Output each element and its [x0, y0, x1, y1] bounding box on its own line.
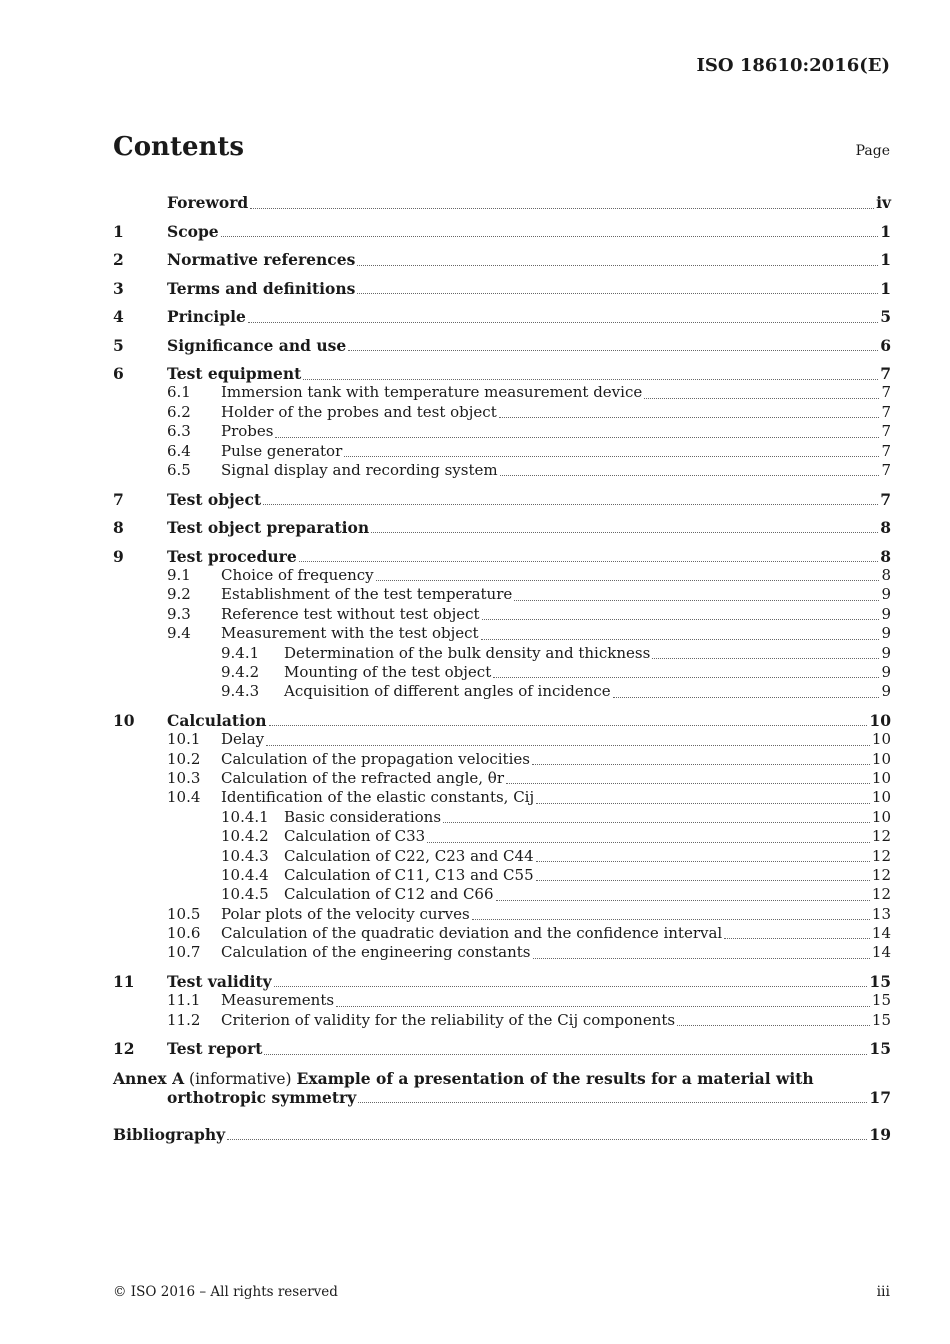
page-column-label: Page: [855, 143, 890, 159]
toc-entry-number: 6: [113, 364, 124, 384]
toc-entry-number: 9.4: [167, 624, 191, 643]
leader-dots: [269, 724, 868, 726]
toc-entry-title: Measurement with the test object: [221, 624, 479, 643]
toc-entry-number: 10: [113, 710, 135, 730]
leader-dots: [376, 579, 880, 581]
document-id: ISO 18610:2016(E): [696, 55, 890, 76]
toc-entry-page: 10: [871, 768, 891, 787]
leader-dots: [532, 763, 870, 765]
toc-entry-number: 6.5: [167, 461, 191, 480]
copyright-notice: © ISO 2016 – All rights reserved: [113, 1284, 338, 1300]
toc-entry-number: 6.4: [167, 441, 191, 460]
toc-entry-page: 12: [871, 827, 891, 846]
toc-entry-page: 1: [880, 278, 891, 298]
toc-entry[interactable]: [113, 827, 891, 846]
leader-dots: [644, 397, 879, 399]
page-title: Contents: [113, 132, 245, 162]
toc-entry[interactable]: [113, 213, 891, 242]
toc-entry-number: 11.2: [167, 1010, 201, 1029]
toc-entry-page: 13: [871, 904, 891, 923]
toc-entry[interactable]: [113, 585, 891, 604]
toc-entry-title: Immersion tank with temperature measurement device: [221, 383, 643, 402]
toc-entry-number: 10.4: [167, 788, 201, 807]
leader-dots: [496, 899, 870, 901]
toc-entry-number: 3: [113, 278, 124, 298]
toc-entry-page: 7: [880, 364, 891, 384]
annex-label: Annex A: [113, 1068, 185, 1088]
toc-entry-title: Scope: [167, 221, 219, 241]
toc-entry-page: 7: [880, 489, 891, 509]
toc-entry-page: 15: [869, 1039, 891, 1059]
toc-entry[interactable]: [113, 730, 891, 749]
toc-entry-title: Acquisition of different angles of incidence: [284, 682, 611, 701]
leader-dots: [536, 879, 870, 881]
toc-entry-title: Calculation of C11, C13 and C55: [284, 865, 534, 884]
toc-entry-number: 9.4.3: [221, 682, 260, 701]
toc-entry-title: Determination of the bulk density and thickness: [284, 643, 651, 662]
toc-entry-page: 15: [869, 971, 891, 991]
leader-dots: [264, 1053, 867, 1055]
leader-dots: [348, 349, 878, 351]
leader-dots: [248, 321, 878, 323]
toc-entry-page: 7: [881, 383, 891, 402]
toc-entry-page: 15: [871, 1010, 891, 1029]
toc-entry-page: 10: [871, 730, 891, 749]
toc-entry[interactable]: [113, 644, 891, 663]
toc-entry-number: 9.3: [167, 604, 191, 623]
toc-entry-title: Calculation of the engineering constants: [221, 943, 531, 962]
toc-entry-number: 12: [113, 1039, 135, 1059]
toc-entry[interactable]: [113, 537, 891, 566]
toc-entry-page: 7: [881, 461, 891, 480]
toc-entry-page: 9: [881, 643, 891, 662]
toc-entry-number: 9.4.2: [221, 662, 260, 681]
toc-entry-number: 2: [113, 250, 124, 270]
toc-entry[interactable]: [113, 442, 891, 461]
toc-entry-title: Calculation of C22, C23 and C44: [284, 846, 534, 865]
leader-dots: [724, 937, 870, 939]
toc-entry[interactable]: [113, 241, 891, 270]
page-number: iii: [876, 1284, 890, 1300]
toc-entry-number: 10.4.3: [221, 846, 269, 865]
toc-entry-page: 6: [880, 335, 891, 355]
annex-title-line2: orthotropic symmetry: [167, 1087, 357, 1107]
toc-entry-title: Polar plots of the velocity curves: [221, 904, 470, 923]
toc-entry[interactable]: [113, 788, 891, 807]
toc-entry[interactable]: [113, 808, 891, 827]
toc-entry-page: 9: [881, 624, 891, 643]
toc-entry-page: 15: [871, 991, 891, 1010]
toc-entry[interactable]: [113, 422, 891, 441]
toc-entry-title: Delay: [221, 730, 265, 749]
leader-dots: [613, 696, 880, 698]
toc-entry-title: Calculation of C12 and C66: [284, 885, 494, 904]
toc-entry-page: 9: [881, 662, 891, 681]
toc-entry[interactable]: [113, 270, 891, 299]
toc-entry-title: Calculation of C33: [284, 827, 426, 846]
leader-dots: [481, 638, 880, 640]
leader-dots: [482, 618, 880, 620]
leader-dots: [443, 821, 870, 823]
annex-page: 17: [869, 1087, 891, 1107]
toc-entry-number: 10.1: [167, 730, 201, 749]
toc-entry[interactable]: [113, 963, 891, 992]
toc-entry-page: 9: [881, 585, 891, 604]
bibliography-page: 19: [869, 1124, 891, 1144]
leader-dots: [250, 207, 874, 209]
toc-entry-number: 6.3: [167, 422, 191, 441]
toc-entry-page: 12: [871, 885, 891, 904]
leader-dots: [274, 985, 868, 987]
toc-entry-number: 10.6: [167, 924, 201, 943]
leader-dots: [371, 531, 878, 533]
toc-entry-title: Test report: [167, 1039, 263, 1059]
leader-dots: [472, 918, 870, 920]
leader-dots: [506, 782, 870, 784]
toc-entry[interactable]: [113, 384, 891, 403]
toc-entry-title: Principle: [167, 307, 246, 327]
toc-entry-number: 9: [113, 546, 124, 566]
leader-dots: [357, 264, 878, 266]
toc-entry[interactable]: [113, 866, 891, 885]
toc-entry[interactable]: [113, 663, 891, 682]
toc-entry-number: 1: [113, 221, 124, 241]
toc-entry-number: 9.2: [167, 585, 191, 604]
toc-entry-title: Normative references: [167, 250, 356, 270]
toc-entry-title: Significance and use: [167, 335, 347, 355]
toc-entry-title: Pulse generator: [221, 441, 343, 460]
toc-entry-title: Test equipment: [167, 364, 302, 384]
leader-dots: [263, 503, 878, 505]
toc-entry-title: Establishment of the test temperature: [221, 585, 513, 604]
toc-entry-title: Terms and definitions: [167, 278, 356, 298]
toc-entry-number: 11.1: [167, 991, 201, 1010]
toc-entry-page: 12: [871, 865, 891, 884]
leader-dots: [299, 560, 879, 562]
toc-entry[interactable]: [113, 184, 891, 213]
leader-dots: [427, 841, 870, 843]
toc-entry-number: 6.1: [167, 383, 191, 402]
toc-entry-number: 10.7: [167, 943, 201, 962]
bibliography-label: Bibliography: [113, 1124, 226, 1144]
toc-entry[interactable]: [113, 924, 891, 943]
toc-entry-number: 10.4.1: [221, 807, 269, 826]
leader-dots: [652, 657, 879, 659]
leader-dots: [500, 474, 880, 476]
toc-entry-page: 7: [881, 422, 891, 441]
toc-entry-number: 10.4.4: [221, 865, 269, 884]
toc-entry-page: 9: [881, 682, 891, 701]
toc-entry-page: 10: [871, 788, 891, 807]
toc-entry-number: 4: [113, 307, 124, 327]
toc-entry[interactable]: [113, 624, 891, 643]
toc-entry-page: 1: [880, 221, 891, 241]
toc-entry-page: 10: [871, 807, 891, 826]
leader-dots: [303, 378, 878, 380]
toc-entry[interactable]: [113, 885, 891, 904]
leader-dots: [493, 676, 879, 678]
leader-dots: [536, 860, 870, 862]
toc-entry-title: Holder of the probes and test object: [221, 402, 497, 421]
toc-entry[interactable]: [113, 750, 891, 769]
toc-entry-page: 8: [881, 565, 891, 584]
toc-entry-page: 9: [881, 604, 891, 623]
leader-dots: [536, 802, 870, 804]
toc-entry[interactable]: [113, 566, 891, 585]
toc-entry-page: 10: [871, 749, 891, 768]
toc-entry-title: Test procedure: [167, 546, 297, 566]
toc-entry-page: 12: [871, 846, 891, 865]
leader-dots: [499, 416, 880, 418]
toc-entry-page: 7: [881, 402, 891, 421]
toc-entry-page: 8: [880, 518, 891, 538]
toc-entry[interactable]: [113, 905, 891, 924]
toc-entry-page: 10: [869, 710, 891, 730]
toc-entry[interactable]: [113, 403, 891, 422]
toc-entry[interactable]: [113, 991, 891, 1010]
toc-entry-number: 11: [113, 971, 135, 991]
leader-dots: [533, 957, 870, 959]
toc-entry-page: 5: [880, 307, 891, 327]
toc-entry-title: Criterion of validity for the reliability of the Cij components: [221, 1010, 676, 1029]
leader-dots: [677, 1024, 870, 1026]
toc-entry-number: 10.3: [167, 768, 201, 787]
toc-entry[interactable]: [113, 943, 891, 962]
leader-dots: [336, 1005, 870, 1007]
toc-entry-page: 14: [871, 924, 891, 943]
leader-dots: [358, 1101, 867, 1103]
toc-entry[interactable]: [113, 769, 891, 788]
toc-entry[interactable]: [113, 461, 891, 480]
leader-dots: [275, 436, 879, 438]
toc-entry-title: Calculation of the propagation velocities: [221, 749, 530, 768]
toc-entry-number: 10.5: [167, 904, 201, 923]
toc-entry[interactable]: [113, 702, 891, 731]
toc-entry-number: 9.4.1: [221, 643, 260, 662]
toc-entry-title: Measurements: [221, 991, 335, 1010]
toc-entry-title: Mounting of the test object: [284, 662, 492, 681]
toc-entry-title: Basic considerations: [284, 807, 442, 826]
toc-entry-title: Test object: [167, 489, 262, 509]
toc-entry-title: Calculation of the quadratic deviation and the confidence interval: [221, 924, 723, 943]
toc-entry-title: Test validity: [167, 971, 272, 991]
table-of-contents: [113, 184, 891, 1144]
toc-entry[interactable]: [113, 298, 891, 327]
leader-dots: [221, 235, 879, 237]
toc-entry-number: 5: [113, 335, 124, 355]
leader-dots: [227, 1138, 867, 1140]
toc-entry-number: 10.4.2: [221, 827, 269, 846]
toc-entry[interactable]: [113, 847, 891, 866]
toc-entry-title: Test object preparation: [167, 518, 370, 538]
toc-entry-title: Calculation of the refracted angle, θr: [221, 768, 504, 787]
toc-annex-entry[interactable]: [113, 1059, 891, 1116]
toc-entry-title: Calculation: [167, 710, 267, 730]
leader-dots: [344, 455, 879, 457]
annex-title-line1: Example of a presentation of the results for a material with: [296, 1068, 814, 1088]
toc-entry-number: 6.2: [167, 402, 191, 421]
toc-entry-number: 10.4.5: [221, 885, 269, 904]
toc-entry-title: Probes: [221, 422, 274, 441]
leader-dots: [266, 744, 870, 746]
toc-entry-title: Signal display and recording system: [221, 461, 498, 480]
toc-entry-number: 7: [113, 489, 124, 509]
toc-entry-number: 10.2: [167, 749, 201, 768]
toc-entry-page: 8: [880, 546, 891, 566]
toc-entry-page: 7: [881, 441, 891, 460]
toc-entry-title: Choice of frequency: [221, 565, 374, 584]
toc-entry[interactable]: [113, 1011, 891, 1030]
toc-entry-title: Reference test without test object: [221, 604, 480, 623]
toc-entry[interactable]: [113, 327, 891, 356]
toc-entry-number: 9.1: [167, 565, 191, 584]
annex-type: (informative): [189, 1069, 292, 1088]
toc-entry[interactable]: [113, 355, 891, 384]
toc-entry[interactable]: [113, 509, 891, 538]
toc-entry[interactable]: [113, 605, 891, 624]
leader-dots: [514, 599, 879, 601]
toc-entry-page: iv: [876, 193, 891, 213]
toc-entry[interactable]: [113, 480, 891, 509]
toc-entry-number: 8: [113, 518, 124, 538]
toc-entry-page: 1: [880, 250, 891, 270]
toc-entry-title: Foreword: [167, 193, 249, 213]
toc-entry-title: Identification of the elastic constants, Cij: [221, 788, 535, 807]
toc-bibliography-entry[interactable]: [113, 1116, 891, 1145]
toc-entry-page: 14: [871, 943, 891, 962]
toc-entry[interactable]: [113, 682, 891, 701]
toc-entry[interactable]: [113, 1030, 891, 1059]
leader-dots: [357, 292, 878, 294]
